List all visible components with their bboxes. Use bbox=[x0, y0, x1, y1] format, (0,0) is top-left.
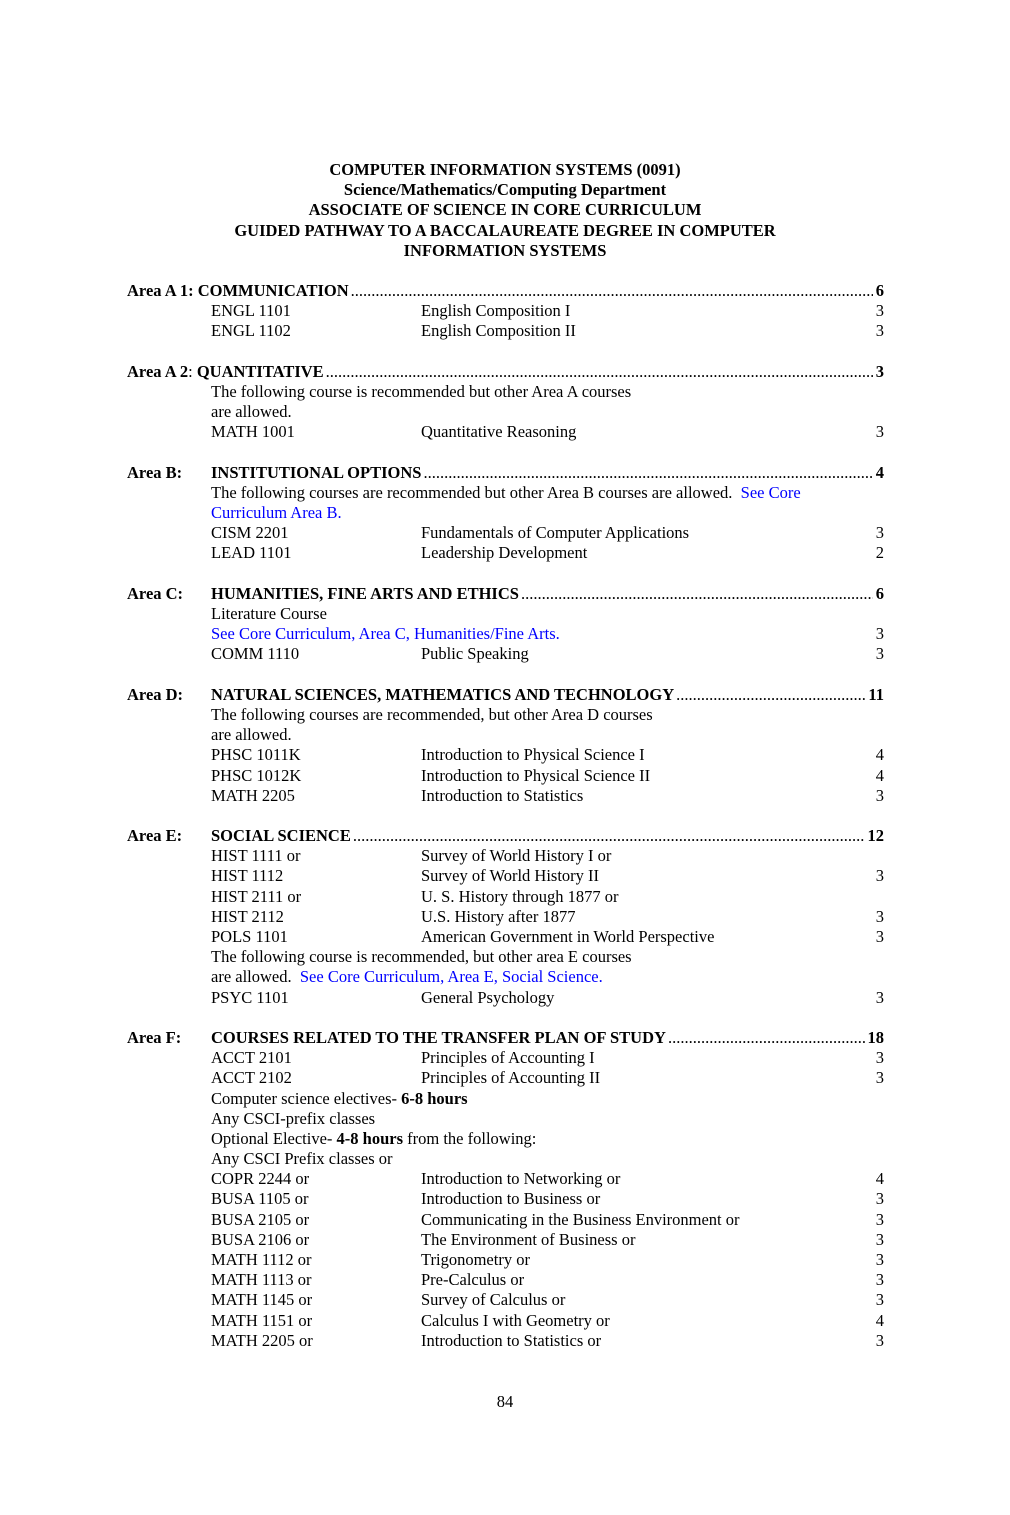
area-note: are allowed. bbox=[211, 725, 292, 745]
course-name: Survey of World History I or bbox=[421, 846, 612, 866]
area-a1-section bbox=[127, 281, 884, 342]
area-title: INSTITUTIONAL OPTIONS bbox=[211, 462, 422, 482]
area-title-text: QUANTITATIVE bbox=[196, 361, 324, 381]
course-row bbox=[127, 1048, 884, 1068]
course-code: MATH 1151 or bbox=[211, 1310, 313, 1330]
course-row bbox=[127, 1270, 884, 1290]
course-code: ACCT 2102 bbox=[211, 1068, 292, 1088]
course-code: ENGL 1101 bbox=[211, 301, 291, 321]
area-heading bbox=[127, 826, 884, 846]
optional-elective-hours: 4-8 hours bbox=[336, 1128, 404, 1148]
course-row bbox=[127, 644, 884, 664]
area-title bbox=[127, 362, 326, 382]
area-note bbox=[127, 967, 884, 987]
course-row bbox=[127, 846, 884, 866]
course-name: General Psychology bbox=[421, 987, 555, 1007]
course-credits: 3 bbox=[875, 906, 884, 926]
course-name: Introduction to Statistics bbox=[421, 785, 584, 805]
area-credits: 4 bbox=[873, 463, 884, 483]
area-note bbox=[127, 483, 884, 503]
course-name: Introduction to Statistics or bbox=[421, 1330, 602, 1350]
area-a2-section bbox=[127, 362, 884, 443]
dot-leader bbox=[353, 826, 865, 846]
department-name: Science/Mathematics/Computing Department bbox=[343, 180, 667, 200]
cs-electives-text: Computer science electives- bbox=[211, 1088, 402, 1108]
course-credits: 3 bbox=[875, 785, 884, 805]
dot-leader bbox=[668, 1028, 865, 1048]
area-note: The following course is recommended, but other area E courses bbox=[211, 947, 632, 967]
area-label: Area F: bbox=[127, 1027, 182, 1047]
course-name: Calculus I with Geometry or bbox=[421, 1310, 610, 1330]
course-credits: 4 bbox=[875, 765, 884, 785]
course-row bbox=[127, 745, 884, 765]
area-heading bbox=[127, 281, 884, 301]
dot-leader bbox=[676, 685, 865, 705]
course-credits: 3 bbox=[875, 301, 884, 321]
course-code: ACCT 2101 bbox=[211, 1048, 292, 1068]
area-note: Literature Course bbox=[211, 604, 327, 623]
course-name: U. S. History through 1877 or bbox=[421, 886, 619, 906]
course-code: ENGL 1102 bbox=[211, 321, 291, 341]
area-d-section bbox=[127, 685, 884, 806]
optional-course-list bbox=[127, 1169, 884, 1351]
cs-electives-hours: 6-8 hours bbox=[401, 1088, 468, 1108]
area-heading bbox=[127, 362, 884, 382]
area-title: Area A 1: COMMUNICATION bbox=[127, 281, 349, 300]
curriculum-areas bbox=[127, 281, 884, 1371]
dot-leader bbox=[326, 362, 873, 382]
course-credits: 3 bbox=[875, 1229, 884, 1249]
course-credits: 3 bbox=[875, 321, 884, 341]
area-credits: 12 bbox=[865, 826, 885, 846]
course-credits: 3 bbox=[875, 1250, 884, 1269]
pathway-title-line2: INFORMATION SYSTEMS bbox=[403, 240, 607, 260]
course-name: Introduction to Physical Science I bbox=[421, 745, 645, 765]
cs-electives-note bbox=[127, 1089, 884, 1109]
course-code: MATH 1145 or bbox=[211, 1290, 313, 1310]
course-credits: 4 bbox=[875, 745, 884, 765]
area-title: NATURAL SCIENCES, MATHEMATICS AND TECHNOLOGY bbox=[211, 684, 675, 704]
course-credits: 3 bbox=[875, 866, 884, 886]
course-credits: 3 bbox=[875, 422, 884, 442]
course-code: HIST 1112 bbox=[211, 866, 284, 886]
area-note: Any CSCI Prefix classes or bbox=[211, 1149, 393, 1169]
core-curriculum-link-cont[interactable]: Curriculum Area B. bbox=[211, 503, 342, 523]
course-row bbox=[127, 1331, 884, 1351]
course-credits: 3 bbox=[875, 523, 884, 543]
area-title: COURSES RELATED TO THE TRANSFER PLAN OF STUDY bbox=[211, 1027, 666, 1047]
course-code: POLS 1101 bbox=[211, 927, 288, 946]
area-note: The following courses are recommended, but other Area D courses bbox=[211, 704, 653, 724]
course-code: BUSA 2105 or bbox=[211, 1209, 310, 1229]
area-note bbox=[127, 503, 884, 523]
area-label: Area A 2 bbox=[127, 361, 189, 381]
course-code: MATH 2205 or bbox=[211, 1330, 313, 1350]
course-row bbox=[127, 988, 884, 1008]
document-header bbox=[0, 160, 1010, 261]
course-credits: 2 bbox=[875, 543, 884, 563]
course-credits: 3 bbox=[875, 1209, 884, 1229]
course-row bbox=[127, 927, 884, 947]
pathway-title-line1: GUIDED PATHWAY TO A BACCALAUREATE DEGREE IN COMPUTER bbox=[234, 220, 776, 240]
course-name: Public Speaking bbox=[421, 644, 529, 664]
course-code: BUSA 1105 or bbox=[211, 1189, 309, 1209]
area-credits: 6 bbox=[873, 281, 884, 301]
course-credits: 4 bbox=[875, 1169, 884, 1189]
course-name: Trigonometry or bbox=[421, 1250, 530, 1269]
area-heading bbox=[127, 1028, 884, 1048]
area-e-section bbox=[127, 826, 884, 1008]
course-name: Fundamentals of Computer Applications bbox=[421, 523, 690, 543]
area-label: Area B: bbox=[127, 462, 183, 482]
course-code: HIST 2111 or bbox=[211, 886, 302, 906]
course-row bbox=[127, 907, 884, 927]
dot-leader bbox=[521, 584, 873, 604]
course-code: PSYC 1101 bbox=[211, 987, 289, 1007]
course-name: Survey of World History II bbox=[421, 866, 600, 886]
dot-leader bbox=[423, 463, 872, 483]
course-name: Introduction to Business or bbox=[421, 1189, 601, 1209]
area-note: Any CSCI-prefix classes bbox=[211, 1108, 376, 1128]
core-curriculum-link[interactable]: See Core Curriculum, Area C, Humanities/Fine Arts. bbox=[211, 624, 560, 644]
course-name: American Government in World Perspective bbox=[421, 927, 715, 946]
course-code: HIST 1111 or bbox=[211, 846, 301, 866]
area-b-section bbox=[127, 463, 884, 564]
course-row bbox=[127, 1068, 884, 1088]
course-row bbox=[127, 866, 884, 886]
course-credits: 3 bbox=[875, 927, 884, 946]
course-name: English Composition I bbox=[421, 301, 571, 321]
area-heading bbox=[127, 463, 884, 483]
area-credits: 3 bbox=[873, 362, 884, 382]
course-row bbox=[127, 1210, 884, 1230]
course-credits: 3 bbox=[875, 1270, 884, 1290]
course-name: Leadership Development bbox=[421, 543, 588, 563]
course-credits: 3 bbox=[875, 624, 884, 644]
area-heading bbox=[127, 584, 884, 604]
course-name: U.S. History after 1877 bbox=[421, 906, 576, 926]
course-code: MATH 2205 bbox=[211, 785, 295, 805]
course-row bbox=[127, 1250, 884, 1270]
course-code: MATH 1113 or bbox=[211, 1270, 312, 1290]
course-code: COMM 1110 bbox=[211, 644, 300, 664]
course-row bbox=[127, 887, 884, 907]
course-credits: 3 bbox=[875, 1330, 884, 1350]
program-title: COMPUTER INFORMATION SYSTEMS (0091) bbox=[329, 160, 681, 179]
course-code: MATH 1112 or bbox=[211, 1250, 312, 1269]
optional-elective-tail: from the following: bbox=[403, 1128, 537, 1148]
core-curriculum-link[interactable]: See Core Curriculum, Area E, Social Science. bbox=[299, 967, 603, 987]
course-row bbox=[127, 1290, 884, 1310]
course-name: Survey of Calculus or bbox=[421, 1290, 566, 1310]
area-note-text: are allowed. bbox=[211, 967, 300, 987]
degree-name: ASSOCIATE OF SCIENCE IN CORE CURRICULUM bbox=[308, 200, 702, 220]
course-row bbox=[127, 766, 884, 786]
area-note: are allowed. bbox=[211, 402, 292, 422]
course-row bbox=[127, 1189, 884, 1209]
area-label-separator: : bbox=[188, 361, 197, 381]
course-code: HIST 2112 bbox=[211, 906, 284, 926]
area-credits: 6 bbox=[873, 584, 884, 604]
course-row bbox=[127, 1230, 884, 1250]
course-name: Communicating in the Business Environment or bbox=[421, 1209, 740, 1229]
course-name: Principles of Accounting I bbox=[421, 1048, 595, 1068]
course-code: COPR 2244 or bbox=[211, 1169, 310, 1189]
course-row bbox=[127, 543, 884, 563]
optional-elective-text: Optional Elective- bbox=[211, 1128, 337, 1148]
course-name: The Environment of Business or bbox=[421, 1229, 636, 1249]
core-curriculum-link[interactable]: See Core bbox=[740, 482, 801, 502]
area-note: The following course is recommended but other Area A courses bbox=[211, 381, 632, 401]
course-row bbox=[127, 301, 884, 321]
area-label: Area E: bbox=[127, 826, 183, 846]
course-code: PHSC 1011K bbox=[211, 745, 301, 765]
area-label: Area C: bbox=[127, 583, 184, 603]
course-credits: 3 bbox=[875, 644, 884, 664]
area-title: SOCIAL SCIENCE bbox=[211, 826, 351, 846]
course-name: Principles of Accounting II bbox=[421, 1068, 601, 1088]
page-number: 84 bbox=[496, 1392, 514, 1411]
course-code: LEAD 1101 bbox=[211, 543, 292, 563]
area-credits: 18 bbox=[865, 1028, 885, 1048]
course-credits: 3 bbox=[875, 987, 884, 1007]
course-code: PHSC 1012K bbox=[211, 765, 302, 785]
course-credits: 3 bbox=[875, 1048, 884, 1068]
course-row bbox=[127, 1311, 884, 1331]
area-title: HUMANITIES, FINE ARTS AND ETHICS bbox=[211, 583, 519, 603]
course-name: Introduction to Physical Science II bbox=[421, 765, 651, 785]
course-code: CISM 2201 bbox=[211, 523, 289, 543]
course-row bbox=[127, 422, 884, 442]
course-credits: 3 bbox=[875, 1068, 884, 1088]
course-row bbox=[127, 1169, 884, 1189]
course-credits: 3 bbox=[875, 1290, 884, 1310]
course-row bbox=[127, 523, 884, 543]
area-label: Area D: bbox=[127, 684, 184, 704]
course-row bbox=[127, 624, 884, 644]
area-c-section bbox=[127, 584, 884, 665]
area-f-section bbox=[127, 1028, 884, 1351]
dot-leader bbox=[351, 281, 873, 301]
course-row bbox=[127, 321, 884, 341]
course-name: Pre-Calculus or bbox=[421, 1270, 525, 1290]
course-name: Quantitative Reasoning bbox=[421, 422, 577, 442]
course-code: BUSA 2106 or bbox=[211, 1229, 310, 1249]
area-note-text: The following courses are recommended but other Area B courses are allowed. bbox=[211, 482, 741, 502]
optional-elective-note bbox=[127, 1129, 884, 1149]
course-name: Introduction to Networking or bbox=[421, 1169, 621, 1189]
course-code: MATH 1001 bbox=[211, 422, 295, 442]
course-credits: 4 bbox=[875, 1310, 884, 1330]
course-name: English Composition II bbox=[421, 321, 576, 341]
course-row bbox=[127, 786, 884, 806]
course-credits: 3 bbox=[875, 1189, 884, 1209]
area-credits: 11 bbox=[865, 685, 884, 705]
area-heading bbox=[127, 685, 884, 705]
